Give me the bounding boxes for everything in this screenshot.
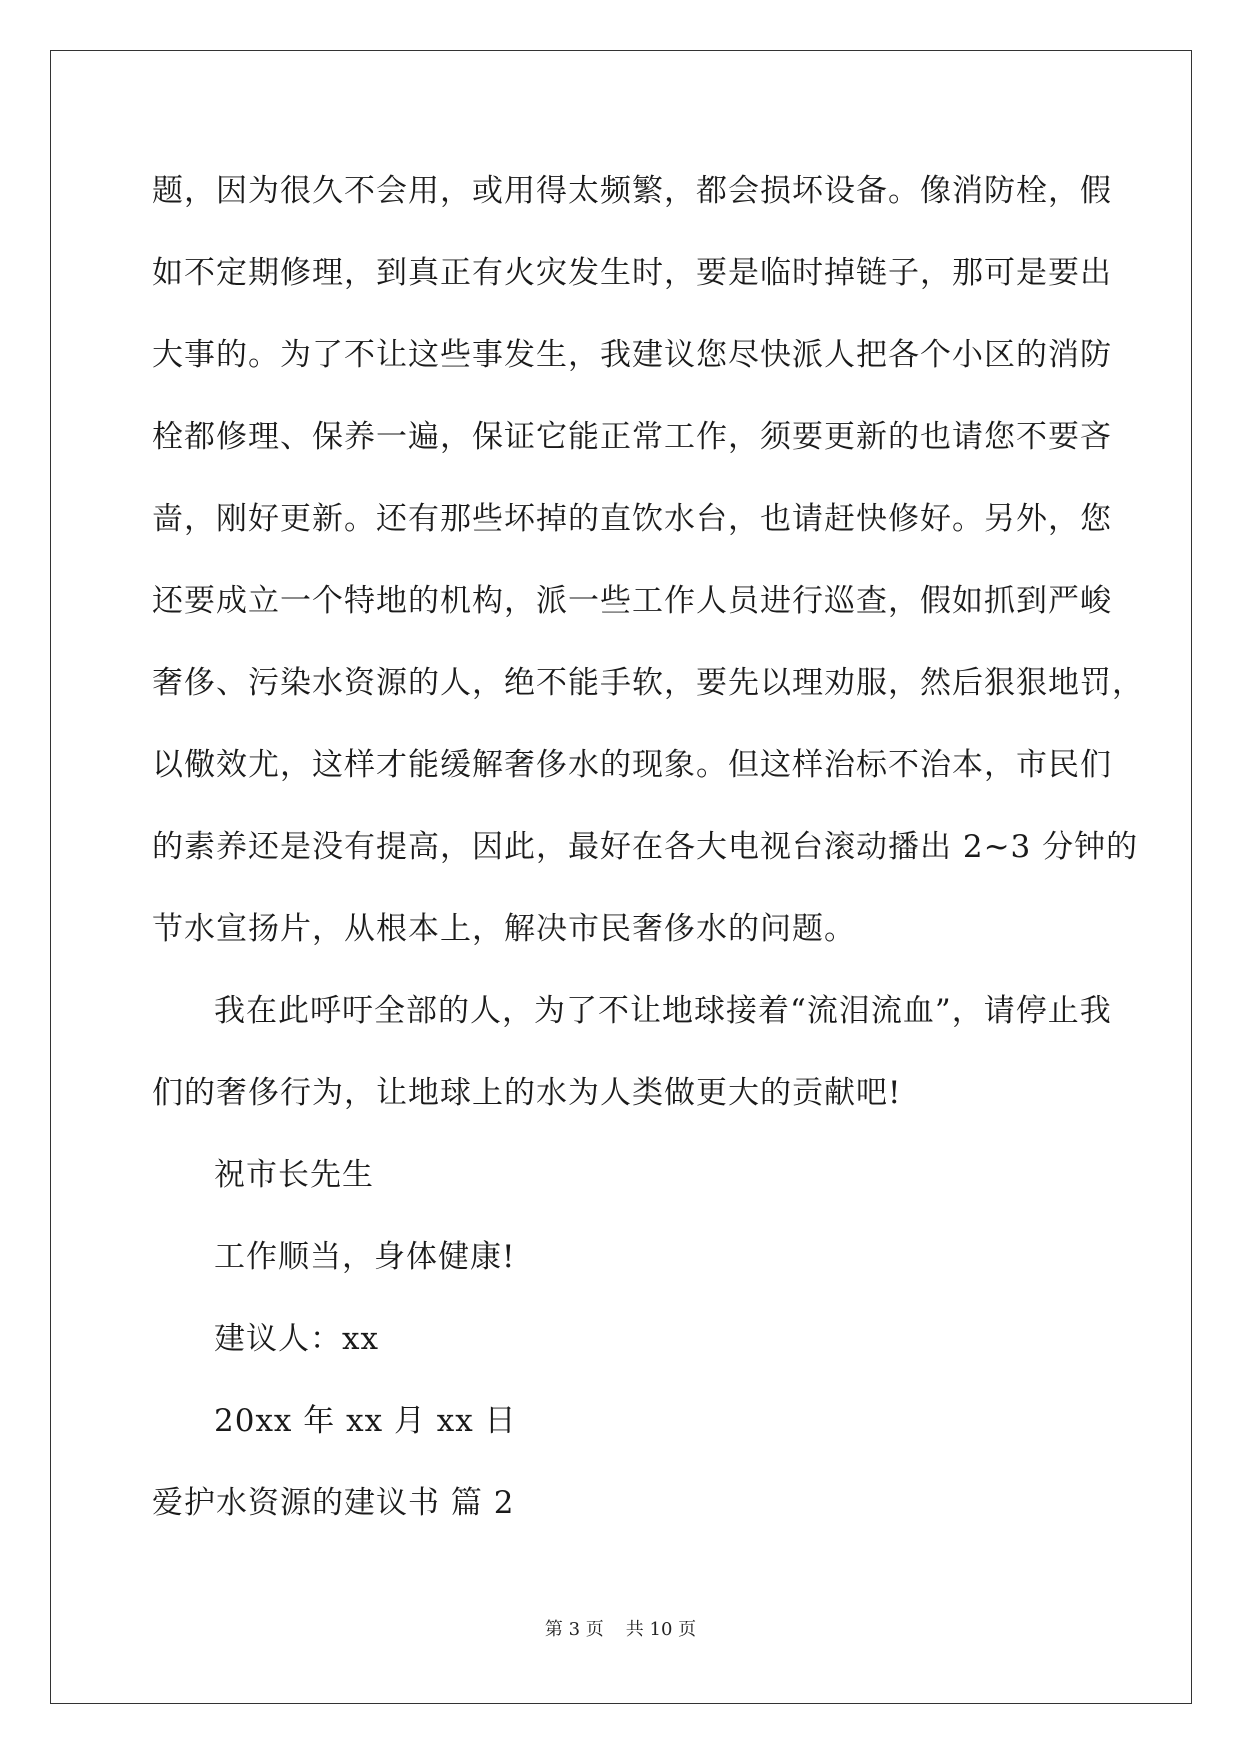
body-line-8: 以儆效尤，这样才能缓解奢侈水的现象。但这样治标不治本，市民们 (152, 747, 1112, 783)
document-body (152, 155, 1144, 1549)
body-line-3: 大事的。为了不让这些事发生，我建议您尽快派人把各个小区的消防 (152, 337, 1112, 373)
body-line-5: 啬，刚好更新。还有那些坏掉的直饮水台，也请赶快修好。另外，您 (152, 501, 1112, 537)
body-line-6: 还要成立一个特地的机构，派一些工作人员进行巡查，假如抓到严峻 (152, 583, 1112, 619)
section-heading: 爱护水资源的建议书 篇 2 (152, 1485, 515, 1521)
body-line-7: 奢侈、污染水资源的人，绝不能手软，要先以理劝服，然后狠狠地罚， (152, 665, 1144, 701)
page-total: 共 10 页 (625, 1619, 697, 1640)
body-line-11: 我在此呼吁全部的人，为了不让地球接着“流泪流血”，请停止我 (214, 993, 1112, 1029)
body-line-10: 节水宣扬片，从根本上，解决市民奢侈水的问题。 (152, 911, 856, 947)
body-line-4: 栓都修理、保养一遍，保证它能正常工作，须要更新的也请您不要吝 (152, 419, 1112, 455)
body-line-12: 们的奢侈行为，让地球上的水为人类做更大的贡献吧! (152, 1075, 902, 1111)
body-line-1: 题，因为很久不会用，或用得太频繁，都会损坏设备。像消防栓，假 (152, 173, 1112, 209)
signature-author: 建议人：xx (214, 1321, 379, 1357)
body-line-9: 的素养还是没有提高，因此，最好在各大电视台滚动播出 2~3 分钟的 (152, 829, 1139, 865)
closing-salutation: 祝市长先生 (214, 1157, 374, 1193)
closing-wish: 工作顺当，身体健康! (214, 1239, 516, 1275)
page-footer (0, 1615, 1241, 1641)
page-number: 第 3 页 (544, 1619, 604, 1640)
signature-date: 20xx 年 xx 月 xx 日 (214, 1403, 517, 1439)
body-line-2: 如不定期修理，到真正有火灾发生时，要是临时掉链子，那可是要出 (152, 255, 1112, 291)
